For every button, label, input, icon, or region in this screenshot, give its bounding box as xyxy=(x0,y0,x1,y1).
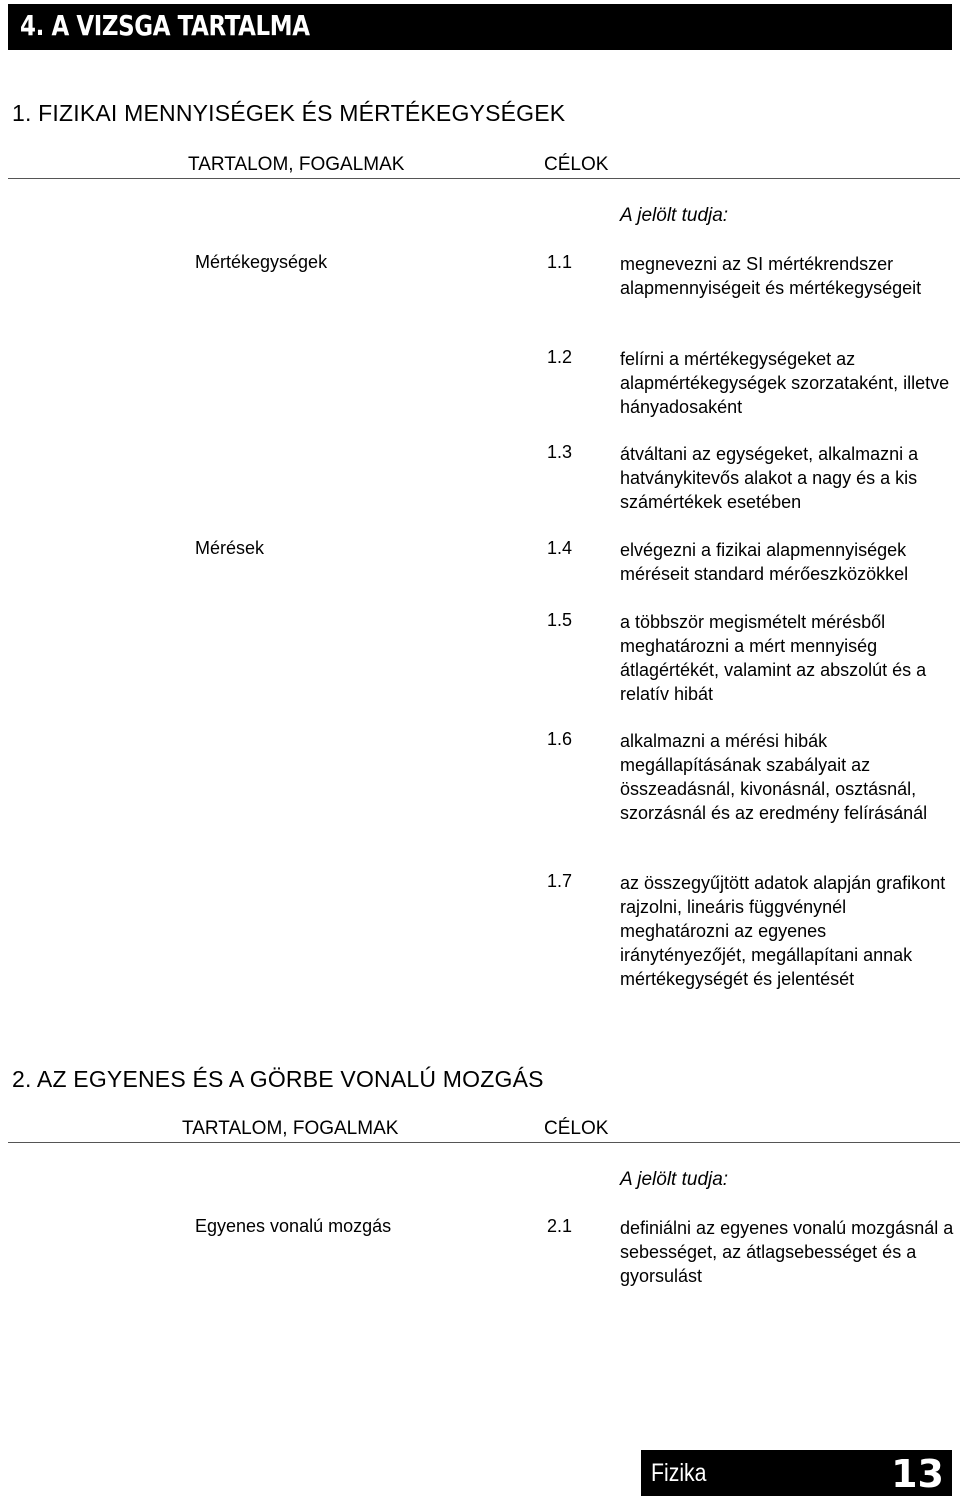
section-1-audience: A jelölt tudja: xyxy=(620,205,729,226)
objective-text: átváltani az egységeket, alkalmazni a hatványkitevős alakot a nagy és a kis számértékek esetében xyxy=(620,444,919,512)
topic-mertekegysegek: Mértékegységek xyxy=(195,252,328,272)
section-1-title: 1. FIZIKAI MENNYISÉGEK ÉS MÉRTÉKEGYSÉGEK xyxy=(12,100,566,126)
chapter-title: 4. A VIZSGA TARTALMA xyxy=(20,9,310,42)
section-1-divider xyxy=(8,178,960,179)
footer-subject: Fizika xyxy=(651,1459,707,1487)
objective-text: megnevezni az SI mértékrendszer alapmennyiségeit és mértékegységeit xyxy=(620,254,922,298)
objective-number: 1.7 xyxy=(547,871,573,891)
section-1-content-header: TARTALOM, FOGALMAK xyxy=(188,154,405,175)
objective-number: 2.1 xyxy=(547,1216,573,1236)
section-2-audience: A jelölt tudja: xyxy=(620,1169,729,1190)
objective-text: az összegyűjtött adatok alapján grafikont rajzolni, lineáris függvénynél meghatározni az egyenes iránytényezőjét, megállapítani annak mértékegységét és jelentését xyxy=(620,873,946,989)
section-2-divider xyxy=(8,1142,960,1143)
objective-text: definiálni az egyenes vonalú mozgásnál a sebességet, az átlagsebességet és a gyorsulást xyxy=(620,1218,954,1286)
objective-number: 1.5 xyxy=(547,610,573,630)
objective-text: elvégezni a fizikai alapmennyiségek méréseit standard mérőeszközökkel xyxy=(620,540,909,584)
page-number: 13 xyxy=(891,1452,944,1496)
chapter-header xyxy=(8,4,952,50)
section-2-title: 2. AZ EGYENES ÉS A GÖRBE VONALÚ MOZGÁS xyxy=(12,1066,544,1092)
page-footer xyxy=(641,1450,952,1496)
topic-meresek: Mérések xyxy=(195,538,265,558)
objective-number: 1.1 xyxy=(547,252,573,272)
objective-text: alkalmazni a mérési hibák megállapításának szabályait az összeadásnál, kivonásnál, osztásnál, szorzásnál és az eredmény felírásánál xyxy=(620,731,928,823)
section-2-goals-header: CÉLOK xyxy=(544,1118,609,1139)
objective-number: 1.2 xyxy=(547,347,573,367)
objective-text: felírni a mértékegységeket az alapmértékegységek szorzataként, illetve hányadosaként xyxy=(620,349,950,417)
topic-egyenes-vonalu-mozgas: Egyenes vonalú mozgás xyxy=(195,1216,392,1236)
section-1-goals-header: CÉLOK xyxy=(544,154,609,175)
objective-number: 1.3 xyxy=(547,442,573,462)
objective-text: a többször megismételt mérésből meghatározni a mért mennyiség átlagértékét, valamint az abszolút és a relatív hibát xyxy=(620,612,927,704)
section-2-content-header: TARTALOM, FOGALMAK xyxy=(182,1118,399,1139)
objective-number: 1.4 xyxy=(547,538,573,558)
objective-number: 1.6 xyxy=(547,729,573,749)
